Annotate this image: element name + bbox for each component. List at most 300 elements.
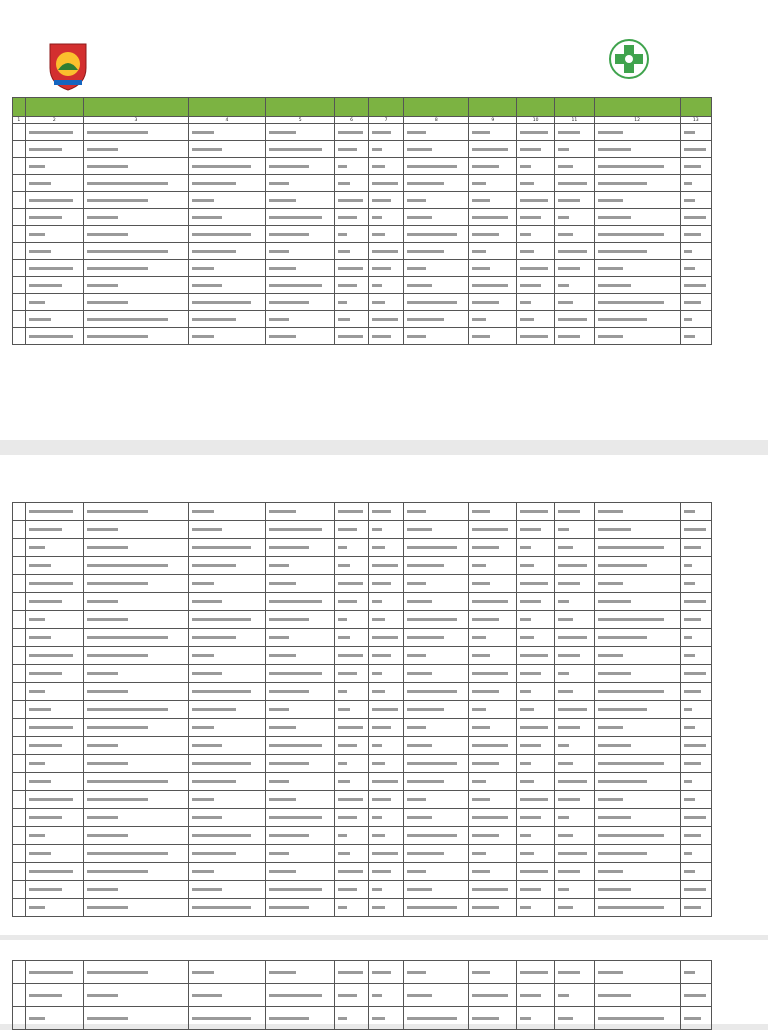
- activity-table-page-2: [12, 502, 712, 917]
- table-cell: [335, 863, 368, 881]
- illegible-text-placeholder: [192, 726, 214, 729]
- table-cell: [13, 226, 26, 243]
- table-cell: [84, 158, 189, 175]
- illegible-text-placeholder: [684, 546, 701, 549]
- table-cell: [368, 719, 404, 737]
- table-cell: [25, 827, 84, 845]
- illegible-text-placeholder: [192, 744, 222, 747]
- table-cell: [25, 260, 84, 277]
- table-cell: [84, 209, 189, 226]
- table-cell: [680, 755, 711, 773]
- table-cell: [517, 294, 555, 311]
- table-cell: [404, 809, 469, 827]
- table-cell: [680, 647, 711, 665]
- table-cell: [13, 328, 26, 345]
- table-cell: [554, 647, 594, 665]
- illegible-text-placeholder: [472, 816, 508, 819]
- table-cell: [335, 557, 368, 575]
- illegible-text-placeholder: [192, 654, 214, 657]
- illegible-text-placeholder: [87, 564, 168, 567]
- table-cell: [368, 863, 404, 881]
- table-cell: [554, 593, 594, 611]
- table-cell: [594, 809, 680, 827]
- table-cell: [368, 665, 404, 683]
- illegible-text-placeholder: [598, 564, 648, 567]
- illegible-text-placeholder: [269, 216, 322, 219]
- illegible-text-placeholder: [558, 250, 587, 253]
- illegible-text-placeholder: [87, 216, 117, 219]
- illegible-text-placeholder: [598, 690, 664, 693]
- illegible-text-placeholder: [192, 690, 252, 693]
- table-cell: [25, 141, 84, 158]
- illegible-text-placeholder: [192, 267, 214, 270]
- table-cell: [335, 209, 368, 226]
- illegible-text-placeholder: [598, 888, 631, 891]
- illegible-text-placeholder: [87, 546, 128, 549]
- illegible-text-placeholder: [29, 834, 46, 837]
- illegible-text-placeholder: [472, 1017, 499, 1020]
- illegible-text-placeholder: [684, 131, 695, 134]
- illegible-text-placeholder: [684, 284, 707, 287]
- table-cell: [680, 226, 711, 243]
- table-cell: [335, 158, 368, 175]
- illegible-text-placeholder: [598, 528, 631, 531]
- table-cell: [25, 277, 84, 294]
- illegible-text-placeholder: [472, 744, 508, 747]
- illegible-text-placeholder: [598, 318, 648, 321]
- table-row: [13, 984, 712, 1007]
- illegible-text-placeholder: [684, 165, 701, 168]
- illegible-text-placeholder: [29, 335, 73, 338]
- illegible-text-placeholder: [192, 199, 214, 202]
- table-cell: [594, 863, 680, 881]
- table-row: [13, 809, 712, 827]
- table-cell: [25, 175, 84, 192]
- illegible-text-placeholder: [598, 1017, 664, 1020]
- table-cell: [469, 575, 517, 593]
- table-cell: [469, 611, 517, 629]
- illegible-text-placeholder: [29, 798, 73, 801]
- illegible-text-placeholder: [684, 870, 695, 873]
- illegible-text-placeholder: [684, 510, 695, 513]
- illegible-text-placeholder: [372, 870, 392, 873]
- illegible-text-placeholder: [684, 906, 701, 909]
- illegible-text-placeholder: [520, 994, 541, 997]
- table-cell: [517, 773, 555, 791]
- table-cell: [594, 260, 680, 277]
- illegible-text-placeholder: [407, 870, 426, 873]
- table-cell: [266, 773, 335, 791]
- illegible-text-placeholder: [192, 131, 214, 134]
- illegible-text-placeholder: [520, 870, 548, 873]
- illegible-text-placeholder: [520, 318, 534, 321]
- illegible-text-placeholder: [598, 131, 623, 134]
- illegible-text-placeholder: [558, 672, 569, 675]
- table-cell: [469, 899, 517, 917]
- illegible-text-placeholder: [598, 199, 623, 202]
- table-cell: [517, 809, 555, 827]
- illegible-text-placeholder: [520, 600, 541, 603]
- table-cell: [188, 683, 265, 701]
- illegible-text-placeholder: [407, 816, 432, 819]
- illegible-text-placeholder: [558, 301, 573, 304]
- illegible-text-placeholder: [338, 834, 347, 837]
- illegible-text-placeholder: [269, 233, 309, 236]
- illegible-text-placeholder: [87, 528, 117, 531]
- table-cell: [594, 243, 680, 260]
- illegible-text-placeholder: [192, 182, 237, 185]
- table-cell: [404, 158, 469, 175]
- table-cell: [517, 845, 555, 863]
- table-cell: [13, 503, 26, 521]
- table-cell: [554, 557, 594, 575]
- illegible-text-placeholder: [520, 233, 530, 236]
- illegible-text-placeholder: [338, 301, 347, 304]
- illegible-text-placeholder: [338, 199, 362, 202]
- illegible-text-placeholder: [520, 636, 534, 639]
- table-cell: [188, 175, 265, 192]
- table-cell: [517, 557, 555, 575]
- table-cell: [517, 647, 555, 665]
- table-cell: [469, 503, 517, 521]
- illegible-text-placeholder: [372, 618, 385, 621]
- table-row: [13, 611, 712, 629]
- illegible-text-placeholder: [192, 834, 252, 837]
- table-cell: [84, 593, 189, 611]
- table-cell: [368, 773, 404, 791]
- illegible-text-placeholder: [407, 131, 426, 134]
- illegible-text-placeholder: [520, 816, 541, 819]
- table-cell: [335, 124, 368, 141]
- illegible-text-placeholder: [472, 888, 508, 891]
- illegible-text-placeholder: [520, 1017, 530, 1020]
- table-cell: [368, 243, 404, 260]
- illegible-text-placeholder: [684, 780, 693, 783]
- table-cell: [25, 294, 84, 311]
- table-cell: [469, 961, 517, 984]
- activity-table-page-3: [12, 960, 712, 1030]
- table-cell: [469, 881, 517, 899]
- illegible-text-placeholder: [192, 1017, 252, 1020]
- table-cell: [469, 124, 517, 141]
- table-cell: [554, 260, 594, 277]
- table-cell: [404, 593, 469, 611]
- table-cell: [266, 539, 335, 557]
- table-cell: [594, 961, 680, 984]
- table-cell: [469, 328, 517, 345]
- illegible-text-placeholder: [87, 233, 128, 236]
- table-cell: [517, 791, 555, 809]
- illegible-text-placeholder: [472, 216, 508, 219]
- illegible-text-placeholder: [269, 708, 289, 711]
- illegible-text-placeholder: [269, 906, 309, 909]
- table-row: [13, 665, 712, 683]
- illegible-text-placeholder: [192, 546, 252, 549]
- illegible-text-placeholder: [269, 600, 322, 603]
- table-cell: [13, 827, 26, 845]
- table-cell: [594, 845, 680, 863]
- table-cell: [84, 557, 189, 575]
- table-cell: [368, 809, 404, 827]
- table-cell: [188, 226, 265, 243]
- table-cell: [266, 881, 335, 899]
- illegible-text-placeholder: [598, 582, 623, 585]
- illegible-text-placeholder: [407, 182, 444, 185]
- illegible-text-placeholder: [407, 672, 432, 675]
- table-cell: [517, 503, 555, 521]
- table-cell: [554, 683, 594, 701]
- table-cell: [368, 311, 404, 328]
- illegible-text-placeholder: [372, 564, 398, 567]
- illegible-text-placeholder: [684, 182, 693, 185]
- table-cell: [368, 827, 404, 845]
- table-cell: [335, 328, 368, 345]
- table-cell: [84, 719, 189, 737]
- table-cell: [469, 647, 517, 665]
- table-cell: [594, 647, 680, 665]
- illegible-text-placeholder: [338, 528, 356, 531]
- illegible-text-placeholder: [520, 582, 548, 585]
- column-number-row: [13, 117, 712, 124]
- regency-seal-logo: [46, 40, 90, 92]
- table-cell: [594, 209, 680, 226]
- illegible-text-placeholder: [192, 708, 237, 711]
- illegible-text-placeholder: [372, 301, 385, 304]
- illegible-text-placeholder: [29, 744, 62, 747]
- table-cell: [13, 845, 26, 863]
- illegible-text-placeholder: [558, 870, 580, 873]
- table-cell: [404, 557, 469, 575]
- table-cell: [266, 328, 335, 345]
- header-cell: [517, 98, 555, 117]
- illegible-text-placeholder: [598, 546, 664, 549]
- table-cell: [594, 124, 680, 141]
- illegible-text-placeholder: [338, 600, 356, 603]
- table-cell: [188, 209, 265, 226]
- table-cell: [25, 557, 84, 575]
- table-cell: [554, 539, 594, 557]
- table-cell: [680, 629, 711, 647]
- table-cell: [335, 277, 368, 294]
- column-number: 7: [368, 117, 404, 124]
- table-cell: [469, 809, 517, 827]
- illegible-text-placeholder: [407, 199, 426, 202]
- illegible-text-placeholder: [684, 564, 693, 567]
- illegible-text-placeholder: [338, 690, 347, 693]
- table-cell: [368, 647, 404, 665]
- illegible-text-placeholder: [87, 744, 117, 747]
- table-cell: [84, 809, 189, 827]
- table-cell: [25, 665, 84, 683]
- table-cell: [368, 328, 404, 345]
- illegible-text-placeholder: [520, 971, 548, 974]
- illegible-text-placeholder: [338, 250, 350, 253]
- illegible-text-placeholder: [338, 182, 350, 185]
- illegible-text-placeholder: [372, 636, 398, 639]
- table-cell: [188, 141, 265, 158]
- table-cell: [368, 755, 404, 773]
- table-cell: [13, 701, 26, 719]
- table-cell: [188, 773, 265, 791]
- table-row: [13, 503, 712, 521]
- table-cell: [84, 575, 189, 593]
- table-cell: [13, 593, 26, 611]
- illegible-text-placeholder: [87, 852, 168, 855]
- illegible-text-placeholder: [598, 762, 664, 765]
- illegible-text-placeholder: [472, 780, 486, 783]
- illegible-text-placeholder: [472, 726, 490, 729]
- illegible-text-placeholder: [684, 301, 701, 304]
- table-cell: [404, 175, 469, 192]
- illegible-text-placeholder: [29, 654, 73, 657]
- illegible-text-placeholder: [338, 672, 356, 675]
- illegible-text-placeholder: [29, 216, 62, 219]
- table-cell: [517, 243, 555, 260]
- table-cell: [335, 503, 368, 521]
- table-cell: [680, 294, 711, 311]
- illegible-text-placeholder: [192, 582, 214, 585]
- table-cell: [266, 294, 335, 311]
- illegible-text-placeholder: [87, 906, 128, 909]
- table-cell: [680, 961, 711, 984]
- illegible-text-placeholder: [472, 318, 486, 321]
- illegible-text-placeholder: [684, 528, 707, 531]
- table-cell: [517, 1007, 555, 1030]
- table-cell: [404, 755, 469, 773]
- illegible-text-placeholder: [520, 148, 541, 151]
- illegible-text-placeholder: [407, 148, 432, 151]
- table-cell: [404, 827, 469, 845]
- illegible-text-placeholder: [558, 834, 573, 837]
- illegible-text-placeholder: [558, 690, 573, 693]
- illegible-text-placeholder: [598, 600, 631, 603]
- illegible-text-placeholder: [338, 971, 362, 974]
- illegible-text-placeholder: [558, 888, 569, 891]
- illegible-text-placeholder: [520, 131, 548, 134]
- illegible-text-placeholder: [338, 582, 362, 585]
- table-cell: [680, 665, 711, 683]
- table-cell: [554, 791, 594, 809]
- table-cell: [368, 984, 404, 1007]
- table-cell: [188, 899, 265, 917]
- table-cell: [404, 737, 469, 755]
- table-cell: [404, 791, 469, 809]
- table-cell: [594, 719, 680, 737]
- illegible-text-placeholder: [338, 636, 350, 639]
- illegible-text-placeholder: [407, 888, 432, 891]
- table-cell: [554, 863, 594, 881]
- table-cell: [469, 827, 517, 845]
- illegible-text-placeholder: [269, 744, 322, 747]
- table-cell: [680, 719, 711, 737]
- table-cell: [84, 226, 189, 243]
- illegible-text-placeholder: [269, 267, 295, 270]
- table-cell: [594, 827, 680, 845]
- table-cell: [680, 328, 711, 345]
- table-cell: [517, 755, 555, 773]
- illegible-text-placeholder: [684, 744, 707, 747]
- illegible-text-placeholder: [684, 994, 707, 997]
- table-cell: [404, 141, 469, 158]
- table-cell: [84, 961, 189, 984]
- table-cell: [25, 503, 84, 521]
- table-cell: [517, 141, 555, 158]
- table-cell: [594, 899, 680, 917]
- table-cell: [594, 737, 680, 755]
- table-cell: [594, 557, 680, 575]
- illegible-text-placeholder: [192, 906, 252, 909]
- illegible-text-placeholder: [407, 798, 426, 801]
- table-cell: [335, 984, 368, 1007]
- table-cell: [517, 827, 555, 845]
- illegible-text-placeholder: [684, 726, 695, 729]
- illegible-text-placeholder: [87, 816, 117, 819]
- table-cell: [404, 539, 469, 557]
- illegible-text-placeholder: [87, 335, 148, 338]
- table-cell: [469, 755, 517, 773]
- table-cell: [404, 575, 469, 593]
- illegible-text-placeholder: [338, 216, 356, 219]
- table-cell: [469, 226, 517, 243]
- illegible-text-placeholder: [598, 335, 623, 338]
- table-cell: [266, 845, 335, 863]
- illegible-text-placeholder: [520, 654, 548, 657]
- illegible-text-placeholder: [372, 888, 382, 891]
- table-cell: [404, 719, 469, 737]
- illegible-text-placeholder: [472, 131, 490, 134]
- illegible-text-placeholder: [598, 182, 648, 185]
- table-cell: [25, 683, 84, 701]
- illegible-text-placeholder: [372, 600, 382, 603]
- illegible-text-placeholder: [598, 233, 664, 236]
- table-row: [13, 593, 712, 611]
- table-cell: [266, 260, 335, 277]
- table-cell: [25, 539, 84, 557]
- illegible-text-placeholder: [87, 888, 117, 891]
- illegible-text-placeholder: [558, 798, 580, 801]
- header-cell: [266, 98, 335, 117]
- table-cell: [84, 791, 189, 809]
- illegible-text-placeholder: [558, 708, 587, 711]
- table-cell: [188, 961, 265, 984]
- illegible-text-placeholder: [192, 528, 222, 531]
- illegible-text-placeholder: [558, 780, 587, 783]
- illegible-text-placeholder: [269, 564, 289, 567]
- table-cell: [368, 294, 404, 311]
- table-cell: [13, 192, 26, 209]
- illegible-text-placeholder: [372, 335, 392, 338]
- table-cell: [469, 158, 517, 175]
- illegible-text-placeholder: [29, 267, 73, 270]
- illegible-text-placeholder: [269, 654, 295, 657]
- table-cell: [368, 791, 404, 809]
- illegible-text-placeholder: [472, 284, 508, 287]
- table-cell: [25, 521, 84, 539]
- column-number: 12: [594, 117, 680, 124]
- illegible-text-placeholder: [558, 148, 569, 151]
- table-cell: [680, 899, 711, 917]
- illegible-text-placeholder: [684, 971, 695, 974]
- illegible-text-placeholder: [192, 250, 237, 253]
- table-cell: [594, 593, 680, 611]
- illegible-text-placeholder: [472, 971, 490, 974]
- table-cell: [25, 593, 84, 611]
- table-cell: [554, 665, 594, 683]
- table-cell: [13, 755, 26, 773]
- illegible-text-placeholder: [472, 654, 490, 657]
- table-cell: [335, 827, 368, 845]
- table-cell: [404, 683, 469, 701]
